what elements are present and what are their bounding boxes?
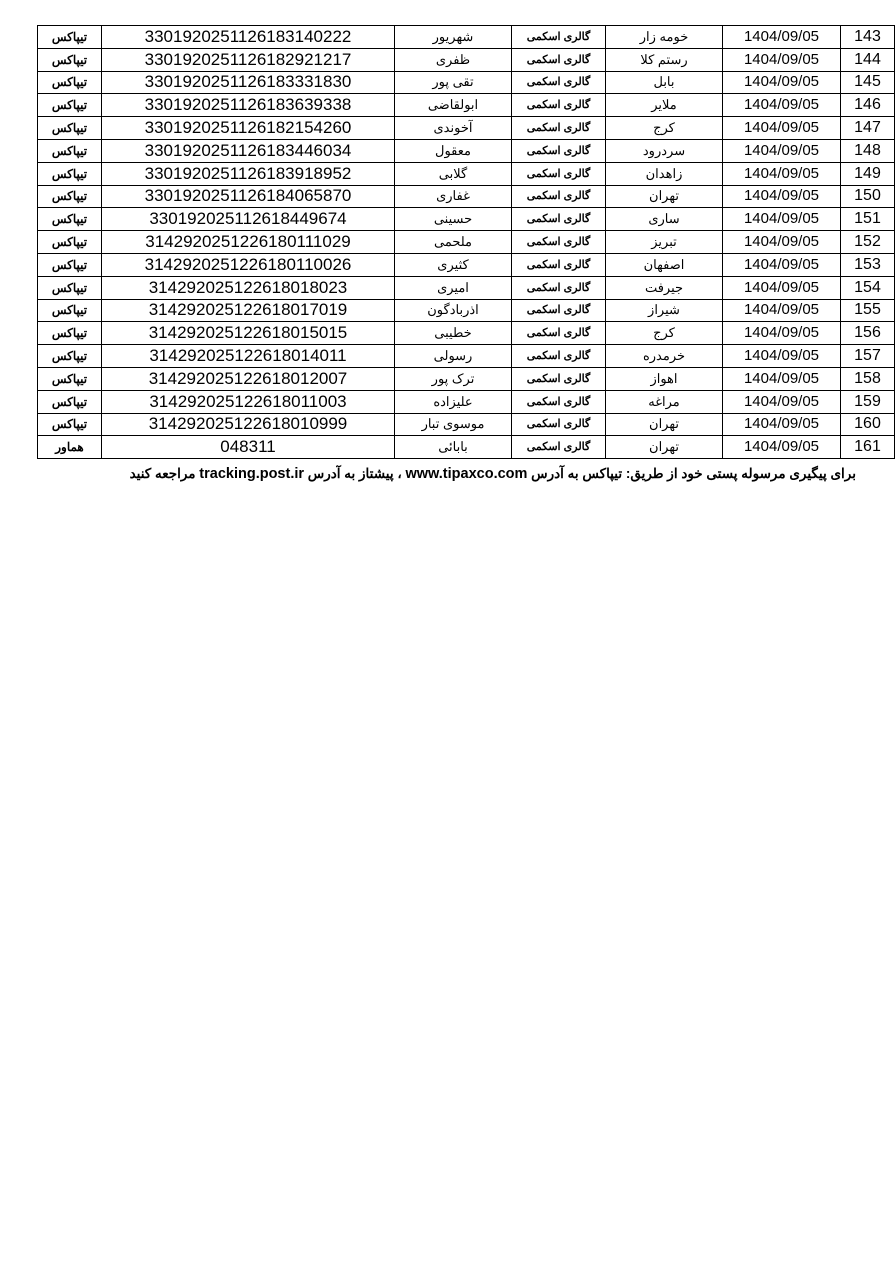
city-cell: تبریز <box>606 231 723 254</box>
recipient-name-cell: علیزاده <box>395 390 512 413</box>
sender-cell: گالری اسکمی <box>512 436 606 459</box>
row-number-cell: 161 <box>841 436 895 459</box>
carrier-cell: تیپاکس <box>38 413 102 436</box>
recipient-name-cell: شهریور <box>395 26 512 49</box>
carrier-cell: تیپاکس <box>38 208 102 231</box>
sender-cell: گالری اسکمی <box>512 322 606 345</box>
shipments-table-body <box>38 26 895 459</box>
table-row <box>38 48 895 71</box>
row-number-cell: 158 <box>841 367 895 390</box>
table-row <box>38 367 895 390</box>
city-cell: کرج <box>606 322 723 345</box>
date-cell: 1404/09/05 <box>723 253 841 276</box>
table-row <box>38 117 895 140</box>
tracking-number-cell: 3301920251126183918952 <box>102 162 395 185</box>
tracking-number-cell: 048311 <box>102 436 395 459</box>
tracking-number-cell: 3301920251126183446034 <box>102 139 395 162</box>
date-cell: 1404/09/05 <box>723 71 841 94</box>
date-cell: 1404/09/05 <box>723 322 841 345</box>
sender-cell: گالری اسکمی <box>512 26 606 49</box>
row-number-cell: 157 <box>841 345 895 368</box>
carrier-cell: تیپاکس <box>38 231 102 254</box>
recipient-name-cell: ترک پور <box>395 367 512 390</box>
table-row <box>38 26 895 49</box>
date-cell: 1404/09/05 <box>723 208 841 231</box>
city-cell: رستم کلا <box>606 48 723 71</box>
recipient-name-cell: خطیبی <box>395 322 512 345</box>
table-row <box>38 231 895 254</box>
row-number-cell: 144 <box>841 48 895 71</box>
table-row <box>38 322 895 345</box>
row-number-cell: 154 <box>841 276 895 299</box>
tracking-number-cell: 3301920251126183331830 <box>102 71 395 94</box>
carrier-cell: تیپاکس <box>38 71 102 94</box>
row-number-cell: 150 <box>841 185 895 208</box>
row-number-cell: 152 <box>841 231 895 254</box>
sender-cell: گالری اسکمی <box>512 276 606 299</box>
recipient-name-cell: موسوی تبار <box>395 413 512 436</box>
table-row <box>38 185 895 208</box>
date-cell: 1404/09/05 <box>723 345 841 368</box>
table-row <box>38 413 895 436</box>
table-row <box>38 345 895 368</box>
city-cell: اهواز <box>606 367 723 390</box>
tracking-text-middle: ، پیشتاز به آدرس <box>304 466 406 481</box>
tracking-text-before: برای پیگیری مرسوله پستی خود از طریق: تیپاکس به آدرس <box>527 466 856 481</box>
date-cell: 1404/09/05 <box>723 162 841 185</box>
date-cell: 1404/09/05 <box>723 367 841 390</box>
tracking-instructions <box>37 466 856 482</box>
table-row <box>38 299 895 322</box>
tracking-number-cell: 314292025122618011003 <box>102 390 395 413</box>
sender-cell: گالری اسکمی <box>512 71 606 94</box>
carrier-cell: تیپاکس <box>38 345 102 368</box>
city-cell: بابل <box>606 71 723 94</box>
table-row <box>38 94 895 117</box>
city-cell: تهران <box>606 436 723 459</box>
recipient-name-cell: گلابی <box>395 162 512 185</box>
city-cell: اصفهان <box>606 253 723 276</box>
row-number-cell: 147 <box>841 117 895 140</box>
sender-cell: گالری اسکمی <box>512 253 606 276</box>
tracking-text-after: مراجعه کنید <box>129 466 200 481</box>
carrier-cell: هماور <box>38 436 102 459</box>
date-cell: 1404/09/05 <box>723 117 841 140</box>
sender-cell: گالری اسکمی <box>512 117 606 140</box>
tracking-number-cell: 314292025122618014011 <box>102 345 395 368</box>
tracking-number-cell: 314292025122618015015 <box>102 322 395 345</box>
shipments-table <box>37 25 895 459</box>
row-number-cell: 155 <box>841 299 895 322</box>
tracking-number-cell: 3142920251226180110026 <box>102 253 395 276</box>
carrier-cell: تیپاکس <box>38 139 102 162</box>
date-cell: 1404/09/05 <box>723 94 841 117</box>
recipient-name-cell: ظفری <box>395 48 512 71</box>
carrier-cell: تیپاکس <box>38 253 102 276</box>
city-cell: سردرود <box>606 139 723 162</box>
recipient-name-cell: امیری <box>395 276 512 299</box>
row-number-cell: 146 <box>841 94 895 117</box>
sender-cell: گالری اسکمی <box>512 390 606 413</box>
city-cell: زاهدان <box>606 162 723 185</box>
sender-cell: گالری اسکمی <box>512 413 606 436</box>
recipient-name-cell: ابولقاضی <box>395 94 512 117</box>
tracking-number-cell: 3301920251126184065870 <box>102 185 395 208</box>
carrier-cell: تیپاکس <box>38 390 102 413</box>
carrier-cell: تیپاکس <box>38 26 102 49</box>
recipient-name-cell: اذربادگون <box>395 299 512 322</box>
carrier-cell: تیپاکس <box>38 48 102 71</box>
city-cell: کرج <box>606 117 723 140</box>
carrier-cell: تیپاکس <box>38 185 102 208</box>
sender-cell: گالری اسکمی <box>512 94 606 117</box>
row-number-cell: 145 <box>841 71 895 94</box>
table-row <box>38 390 895 413</box>
recipient-name-cell: معقول <box>395 139 512 162</box>
city-cell: تهران <box>606 413 723 436</box>
row-number-cell: 156 <box>841 322 895 345</box>
city-cell: ساری <box>606 208 723 231</box>
tracking-number-cell: 314292025122618012007 <box>102 367 395 390</box>
recipient-name-cell: رسولی <box>395 345 512 368</box>
tipax-url-link[interactable]: www.tipaxco.com <box>405 466 528 482</box>
date-cell: 1404/09/05 <box>723 185 841 208</box>
table-row <box>38 208 895 231</box>
carrier-cell: تیپاکس <box>38 94 102 117</box>
recipient-name-cell: غفاری <box>395 185 512 208</box>
carrier-cell: تیپاکس <box>38 117 102 140</box>
row-number-cell: 148 <box>841 139 895 162</box>
date-cell: 1404/09/05 <box>723 390 841 413</box>
row-number-cell: 160 <box>841 413 895 436</box>
city-cell: جیرفت <box>606 276 723 299</box>
sender-cell: گالری اسکمی <box>512 299 606 322</box>
tracking-number-cell: 3301920251126182921217 <box>102 48 395 71</box>
tracking-number-cell: 3142920251226180111029 <box>102 231 395 254</box>
tracking-number-cell: 314292025122618018023 <box>102 276 395 299</box>
recipient-name-cell: ملحمی <box>395 231 512 254</box>
tracking-number-cell: 314292025122618017019 <box>102 299 395 322</box>
table-row <box>38 139 895 162</box>
carrier-cell: تیپاکس <box>38 162 102 185</box>
sender-cell: گالری اسکمی <box>512 48 606 71</box>
date-cell: 1404/09/05 <box>723 26 841 49</box>
row-number-cell: 149 <box>841 162 895 185</box>
tracking-number-cell: 3301920251126183639338 <box>102 94 395 117</box>
sender-cell: گالری اسکمی <box>512 139 606 162</box>
city-cell: شیراز <box>606 299 723 322</box>
city-cell: خومه زار <box>606 26 723 49</box>
recipient-name-cell: تقی پور <box>395 71 512 94</box>
tracking-number-cell: 3301920251126182154260 <box>102 117 395 140</box>
city-cell: خرمدره <box>606 345 723 368</box>
row-number-cell: 143 <box>841 26 895 49</box>
row-number-cell: 153 <box>841 253 895 276</box>
city-cell: مراغه <box>606 390 723 413</box>
table-row <box>38 436 895 459</box>
carrier-cell: تیپاکس <box>38 367 102 390</box>
table-row <box>38 253 895 276</box>
post-url-link[interactable]: tracking.post.ir <box>199 466 305 482</box>
row-number-cell: 159 <box>841 390 895 413</box>
recipient-name-cell: حسینی <box>395 208 512 231</box>
date-cell: 1404/09/05 <box>723 413 841 436</box>
sender-cell: گالری اسکمی <box>512 367 606 390</box>
tracking-number-cell: 330192025112618449674 <box>102 208 395 231</box>
sender-cell: گالری اسکمی <box>512 162 606 185</box>
carrier-cell: تیپاکس <box>38 322 102 345</box>
recipient-name-cell: کثیری <box>395 253 512 276</box>
date-cell: 1404/09/05 <box>723 436 841 459</box>
date-cell: 1404/09/05 <box>723 48 841 71</box>
city-cell: ملایر <box>606 94 723 117</box>
sender-cell: گالری اسکمی <box>512 208 606 231</box>
carrier-cell: تیپاکس <box>38 276 102 299</box>
table-row <box>38 71 895 94</box>
carrier-cell: تیپاکس <box>38 299 102 322</box>
date-cell: 1404/09/05 <box>723 276 841 299</box>
tracking-number-cell: 3301920251126183140222 <box>102 26 395 49</box>
table-row <box>38 276 895 299</box>
recipient-name-cell: آخوندی <box>395 117 512 140</box>
date-cell: 1404/09/05 <box>723 231 841 254</box>
row-number-cell: 151 <box>841 208 895 231</box>
table-row <box>38 162 895 185</box>
shipment-document <box>37 25 881 459</box>
tracking-number-cell: 314292025122618010999 <box>102 413 395 436</box>
recipient-name-cell: بابائی <box>395 436 512 459</box>
date-cell: 1404/09/05 <box>723 299 841 322</box>
sender-cell: گالری اسکمی <box>512 231 606 254</box>
city-cell: تهران <box>606 185 723 208</box>
sender-cell: گالری اسکمی <box>512 345 606 368</box>
sender-cell: گالری اسکمی <box>512 185 606 208</box>
date-cell: 1404/09/05 <box>723 139 841 162</box>
